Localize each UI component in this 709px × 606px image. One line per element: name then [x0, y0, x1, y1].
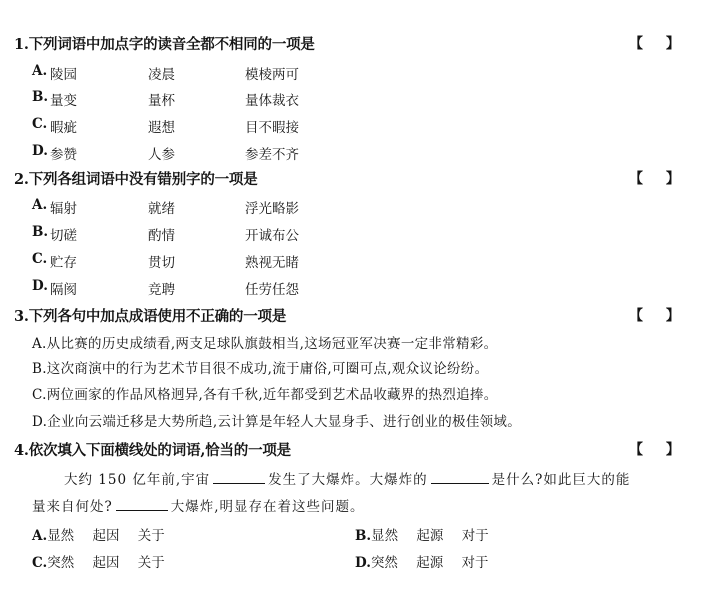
option-word: 目不暇接	[245, 120, 299, 136]
option-word: 切磋	[50, 228, 77, 244]
fill-blank-1[interactable]	[213, 471, 265, 484]
option-text: 显然 起因 关于	[47, 528, 165, 544]
option-word: 遐想	[148, 120, 175, 136]
question-stem: 3.下列各句中加点成语使用不正确的一项是	[14, 308, 287, 325]
option-letter: A.	[32, 63, 48, 79]
option-letter: D.	[32, 143, 48, 159]
option-letter: C.	[32, 116, 48, 132]
option-letter: C.	[32, 251, 48, 267]
option-letter: B.	[355, 528, 372, 544]
option-word: 酌情	[148, 228, 175, 244]
answer-bracket: 【 】	[629, 36, 680, 52]
option-a: A.从比赛的历史成绩看,两支足球队旗鼓相当,这场冠亚军决赛一定非常精彩。	[32, 336, 498, 352]
passage-line-1	[64, 468, 630, 488]
option-word: 浮光略影	[245, 201, 299, 217]
passage-text: 大约 150 亿年前,宇宙	[64, 472, 211, 488]
option-word: 陵园	[50, 67, 77, 83]
option-word: 暇疵	[50, 120, 77, 136]
option-word: 凌晨	[148, 67, 175, 83]
option-word: 量体裁衣	[245, 93, 299, 109]
option-b	[355, 524, 489, 544]
passage-text: 量来自何处?	[32, 499, 113, 515]
passage-text: 发生了大爆炸。大爆炸的	[268, 472, 428, 488]
option-letter: D.	[355, 555, 371, 571]
option-c	[32, 551, 165, 571]
question-stem: 4.依次填入下面横线处的词语,恰当的一项是	[14, 442, 291, 459]
option-word: 量杯	[148, 93, 175, 109]
fill-blank-3[interactable]	[116, 498, 168, 511]
option-word: 就绪	[148, 201, 175, 217]
fill-blank-2[interactable]	[431, 471, 489, 484]
passage-line-2	[32, 495, 365, 515]
option-word: 人参	[148, 147, 175, 163]
option-d	[355, 551, 489, 571]
option-word: 参差不齐	[245, 147, 299, 163]
option-word: 量变	[50, 93, 77, 109]
option-word: 模棱两可	[245, 67, 299, 83]
option-b: B.这次商演中的行为艺术节目很不成功,流于庸俗,可圈可点,观众议论纷纷。	[32, 361, 489, 377]
answer-bracket: 【 】	[629, 308, 680, 324]
option-c: C.两位画家的作品风格迥异,各有千秋,近年都受到艺术品收藏界的热烈追捧。	[32, 387, 498, 403]
question-stem: 2.下列各组词语中没有错别字的一项是	[14, 171, 258, 188]
option-letter: C.	[32, 555, 48, 571]
option-text: 突然 起源 对于	[370, 555, 489, 571]
option-word: 竞聘	[148, 282, 175, 298]
option-letter: B.	[32, 89, 49, 105]
option-text: 显然 起源 对于	[371, 528, 489, 544]
option-d: D.企业向云端迁移是大势所趋,云计算是年轻人大显身手、进行创业的极佳领域。	[32, 414, 522, 430]
option-word: 贮存	[50, 255, 77, 271]
option-letter: D.	[32, 278, 48, 294]
answer-bracket: 【 】	[629, 171, 680, 187]
option-word: 参赞	[50, 147, 77, 163]
option-letter: A.	[32, 528, 48, 544]
option-word: 隔阂	[50, 282, 77, 298]
option-word: 任劳任怨	[245, 282, 299, 298]
option-a	[32, 524, 165, 544]
option-letter: B.	[32, 224, 49, 240]
option-letter: A.	[32, 197, 48, 213]
option-word: 辐射	[50, 201, 77, 217]
option-word: 贯切	[148, 255, 175, 271]
answer-bracket: 【 】	[629, 442, 680, 458]
passage-text: 大爆炸,明显存在着这些问题。	[170, 499, 365, 515]
option-word: 开诚布公	[245, 228, 299, 244]
passage-text: 是什么?如此巨大的能	[491, 472, 631, 488]
question-stem: 1.下列词语中加点字的读音全都不相同的一项是	[14, 36, 315, 53]
option-text: 突然 起因 关于	[47, 555, 165, 571]
option-word: 熟视无睹	[245, 255, 299, 271]
